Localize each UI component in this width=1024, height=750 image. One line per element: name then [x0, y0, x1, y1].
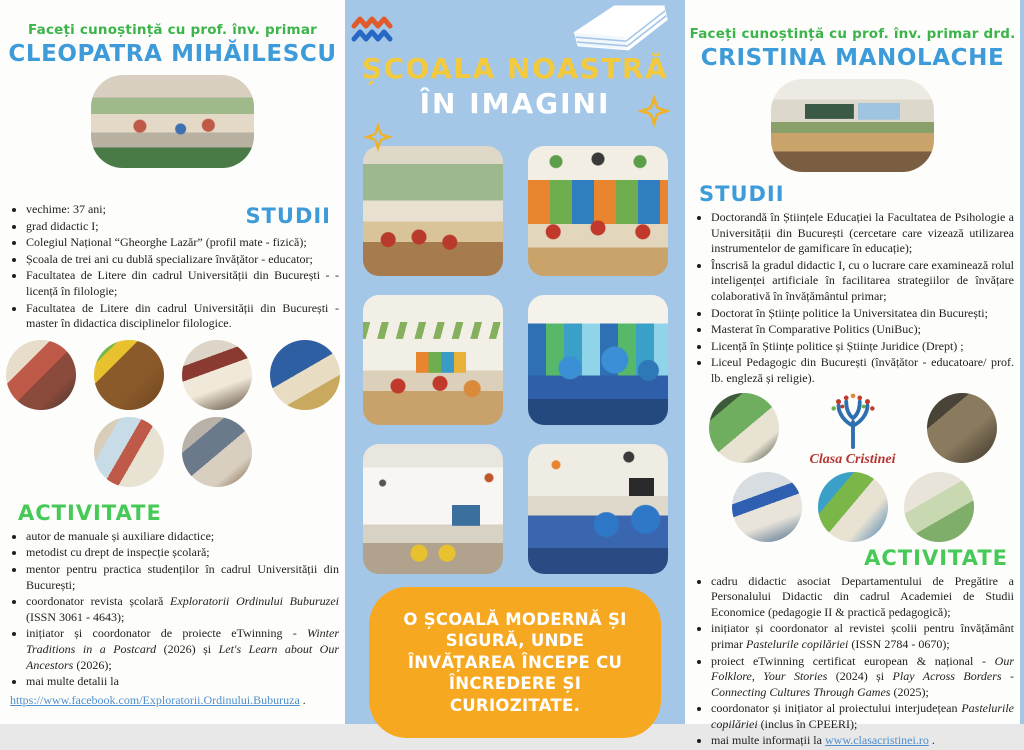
studii-item: • Facultatea de Litere din cadrul Universității din București - - licență în filologie;	[26, 268, 339, 299]
right-activitate-heading: ACTIVITATE	[864, 545, 1008, 570]
left-studii-heading: STUDII	[245, 204, 331, 228]
left-activitate-list	[0, 529, 345, 690]
classroom-green-garland	[363, 295, 503, 425]
right-panel	[685, 0, 1020, 748]
classroom-clasa-cristinei-balloons	[528, 295, 668, 425]
group-activity-green-table	[709, 393, 779, 463]
classroom-colorful-panels-trees	[528, 146, 668, 276]
activitate-item: • inițiator și coordonator de proiecte eTwinning - Winter Traditions in a Postcard (2026) și Let's Learn about Our Ancestors (2026);	[26, 626, 339, 673]
clasa-cristinei-logo-text: Clasa Cristinei	[809, 451, 896, 467]
right-intro-text: Faceți cunoștință cu prof. înv. primar drd.	[689, 26, 1016, 42]
left-intro-text: Faceți cunoștință cu prof. înv. primar	[28, 22, 317, 38]
museum-visit	[927, 393, 997, 463]
class-group-photo	[91, 75, 254, 168]
left-activitate-heading: ACTIVITATE	[18, 500, 162, 525]
activitate-item: • coordonator revista școlară Exploratorii Ordinului Buburuzei (ISSN 3061 - 4643);	[26, 594, 339, 625]
activitate-item: • inițiator și coordonator al revistei școlii pentru învățământ primar Pastelurile copilăriei (ISSN 2784 - 0670);	[711, 621, 1014, 652]
center-title-line2: ÎN IMAGINI	[419, 87, 611, 120]
clasa-cristinei-logo	[795, 393, 911, 468]
studii-item: • vechime: 37 ani;	[26, 202, 339, 218]
pupils-reading-activity	[182, 340, 252, 410]
left-photo-circles	[0, 340, 345, 487]
studii-item: • Doctorat în Științe politice la Universitatea din București;	[711, 306, 1014, 322]
activitate-item: • cadru didactic asociat Departamentului de Pregătire a Personalului Didactic din cadrul Academiei de Studii Economice (pedagogie II & practică pedagogică);	[711, 574, 1014, 621]
left-panel	[0, 0, 345, 724]
right-photo-row-top	[685, 393, 1020, 468]
magazine-collection	[94, 417, 164, 487]
activitate-item: • mentor pentru practica studenților în cadrul Universității din București;	[26, 562, 339, 593]
studii-item: • Licență în Științe politice și Științe Juridice (Drept) ;	[711, 339, 1014, 355]
center-title-line1: ȘCOALA NOASTRĂ	[361, 52, 669, 85]
clasa-cristinei-logo-icon	[824, 393, 882, 449]
studii-item: • Masterat în Comparative Politics (UniBuc);	[711, 322, 1014, 338]
class-group-outdoor	[904, 472, 974, 542]
right-studii-heading: STUDII	[699, 182, 785, 206]
slogan-box	[369, 587, 661, 738]
studii-item: • Facultatea de Litere din cadrul Universității din București - master în didactica disciplinelor filologice.	[26, 301, 339, 332]
link-suffix: .	[299, 693, 306, 707]
classroom-photo-grid	[345, 146, 685, 574]
decorated-classroom	[818, 472, 888, 542]
classroom-windows-red-chairs	[363, 146, 503, 276]
studii-item: • Liceul Pedagogic din București (învățător - educatoare/ prof. lb. engleză și religie).	[711, 355, 1014, 386]
book-doodle-icon	[550, 0, 685, 64]
facebook-link[interactable]: https://www.facebook.com/Exploratorii.Ordinului.Buburuza	[10, 692, 300, 707]
activitate-item: • coordonator și inițiator al proiectului interjudețean Pastelurile copilăriei (inclus în CPEERI);	[711, 701, 1014, 732]
activitate-item: • mai multe detalii la	[26, 674, 339, 690]
activitate-item: • metodist cu drept de inspecție școlară;	[26, 545, 339, 561]
sparkle-icon	[637, 94, 671, 128]
page-edge-strip	[1020, 0, 1024, 724]
classroom-lesson-photo	[771, 79, 934, 172]
classroom-blue-desks-balloons	[528, 444, 668, 574]
left-teacher-name: CLEOPATRA MIHĂILESCU	[8, 41, 337, 67]
studii-item: • Colegiul Național “Gheorghe Lazăr” (profil mate - fizică);	[26, 235, 339, 251]
right-photo-row-bottom	[685, 472, 1020, 542]
pupils-group-work	[182, 417, 252, 487]
classroom-whiteboard-music	[363, 444, 503, 574]
students-traditional-costumes	[6, 340, 76, 410]
right-teacher-name: CRISTINA MANOLACHE	[700, 45, 1005, 71]
facebook-link-line	[0, 691, 345, 708]
zigzag-lines-icon	[351, 14, 399, 44]
pupils-watching-screen	[732, 472, 802, 542]
pupils-with-flag-bags	[270, 340, 340, 410]
right-studii-list	[685, 210, 1020, 387]
sparkle-icon	[363, 122, 393, 152]
center-panel	[345, 0, 685, 724]
activitate-item: • autor de manuale și auxiliare didactice;	[26, 529, 339, 545]
activitate-item: • proiect eTwinning certificat european & național - Our Folklore, Your Stories (2024) și Play Across Borders - Connecting Cultures Through Games (2025);	[711, 654, 1014, 701]
right-activitate-list	[685, 574, 1020, 750]
studii-item: • Înscrisă la gradul didactic I, cu o lucrare care examinează rolul inteligenței artificiale în facilitarea strategiilor de învățare colaborativă în învățământul primar;	[711, 258, 1014, 305]
studii-item: • Doctorandă în Științele Educației la Facultatea de Psihologie a Universității din București (cercetare care vizează utilizarea instrumentelor de gamificare în educație);	[711, 210, 1014, 257]
website-link[interactable]: www.clasacristinei.ro	[824, 733, 929, 748]
slogan-text: O ȘCOALĂ MODERNĂ ȘI SIGURĂ, UNDE ÎNVĂȚAREA ÎNCEPE CU ÎNCREDERE ȘI CURIOZITATE.	[403, 610, 627, 715]
school-magazines-on-desk	[94, 340, 164, 410]
studii-item: • grad didactic I;	[26, 219, 339, 235]
activitate-item: • mai multe informații la www.clasacristinei.ro .	[711, 733, 1014, 749]
studii-item: • Școala de trei ani cu dublă specializare învățător - educator;	[26, 252, 339, 268]
